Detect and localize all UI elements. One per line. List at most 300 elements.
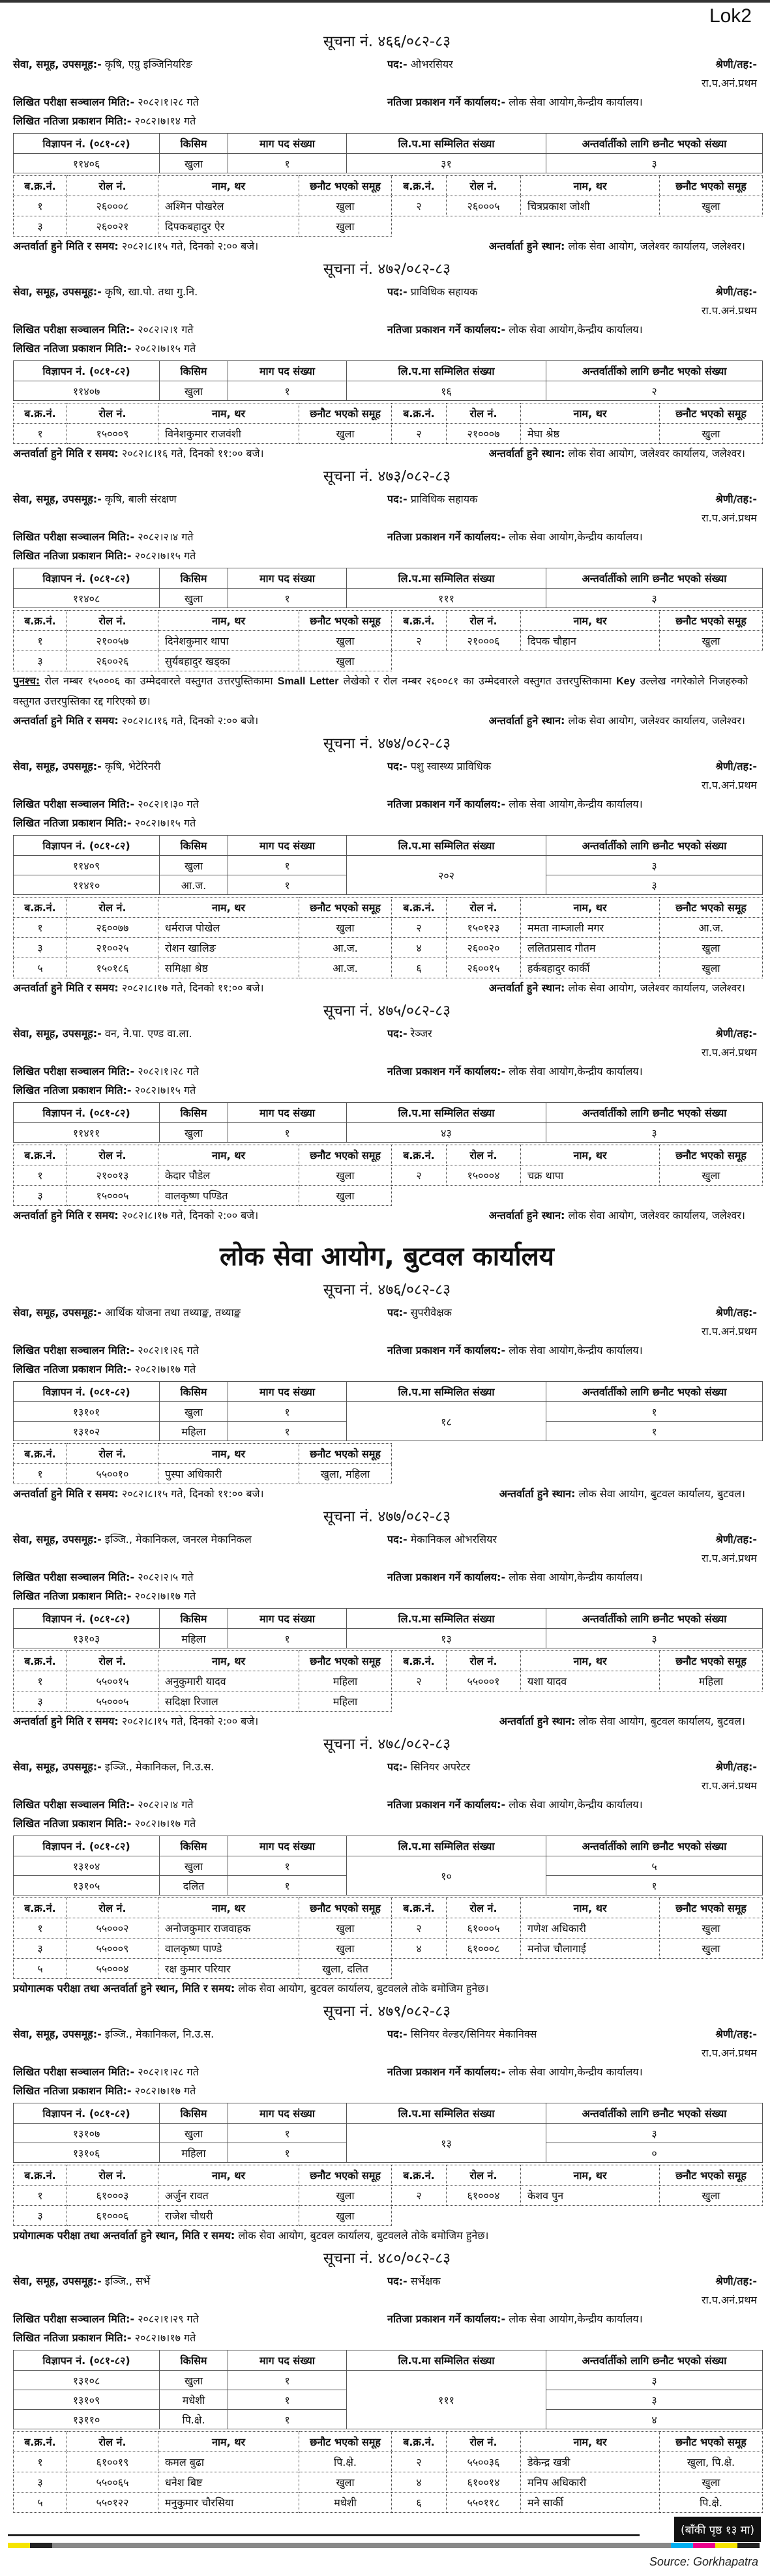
empty-cell	[660, 1691, 763, 1712]
serial-number: १	[14, 631, 67, 651]
selected-count: ०	[546, 2143, 763, 2163]
serial-number: २	[392, 918, 447, 938]
info-row	[13, 1341, 761, 1360]
exam-date-label: लिखित परीक्षा सञ्चालन मिति:-	[13, 1571, 135, 1583]
color-swatch	[671, 2543, 693, 2548]
candidates-header: छनौट भएको समूह	[660, 1898, 763, 1918]
written-exam-count: १८	[347, 1402, 546, 1441]
level	[661, 490, 761, 527]
candidate-name: मनुकुमार चौरसिया	[158, 2493, 299, 2513]
post-value: सर्भेक्षक	[410, 2275, 441, 2287]
candidates-header: ब.क्र.नं.	[392, 403, 447, 424]
serial-number: ६	[392, 958, 447, 978]
interview-date-value: २०८२।८।१५ गते, दिनको ११:०० बजे।	[121, 1487, 264, 1500]
result-date-label: लिखित नतिजा प्रकाशन मिति:-	[13, 1817, 132, 1830]
serial-number: ४	[392, 1939, 447, 1959]
interview-date	[13, 1484, 264, 1504]
roll-number: ५५००१५	[67, 1671, 158, 1691]
interview-date-label: अन्तर्वार्ता हुने मिति र समय:	[13, 982, 119, 994]
serial-number: ३	[14, 2206, 67, 2226]
result-date	[13, 339, 379, 358]
post-label: पद:-	[387, 2028, 407, 2040]
interview-place-label: अन्तर्वार्ता हुने स्थान:	[488, 1209, 565, 1222]
summary-header: माग पद संख्या	[228, 1609, 347, 1629]
office-value: लोक सेवा आयोग,केन्द्रीय कार्यालय।	[509, 1571, 643, 1583]
service-label: सेवा, समूह, उपसमूह:-	[13, 58, 102, 70]
level-label: श्रेणी/तह:-	[715, 1027, 757, 1040]
office-value: लोक सेवा आयोग,केन्द्रीय कार्यालय।	[509, 2313, 643, 2325]
candidate-name: हर्कबहादुर कार्की	[521, 958, 660, 978]
post	[387, 2272, 653, 2309]
note-text: लेखेको र रोल नम्बर २६००८१ का उम्मेदवारले वस्तुगत उत्तरपुस्तिकामा	[338, 675, 617, 687]
result-date-value: २०८२।७।१७ गते	[134, 1363, 196, 1375]
notice-title: सूचना नं. ४७४/०८२-८३	[323, 735, 451, 752]
office-label: नतिजा प्रकाशन गर्ने कार्यालय:-	[387, 323, 506, 336]
candidate-name: दिपकबहादुर ऐर	[158, 216, 299, 237]
exam-date-label: लिखित परीक्षा सञ्चालन मिति:-	[13, 96, 135, 108]
roll-number: ५५०१२२	[67, 2493, 158, 2513]
serial-number: ३	[14, 1939, 67, 1959]
info-row	[13, 339, 761, 358]
level	[661, 2025, 761, 2062]
info-row	[13, 55, 761, 93]
result-date	[13, 2328, 379, 2347]
candidate-name: विनेशकुमार राजवंशी	[158, 424, 299, 444]
post-label: पद:-	[387, 1027, 407, 1040]
notice-block	[13, 998, 761, 1225]
service-value: कृषि, बाली संरक्षण	[104, 493, 177, 505]
interview-date-value: २०८२।८।१६ गते, दिनको २:०० बजे।	[121, 714, 259, 727]
interview-date	[13, 1712, 258, 1731]
info-row	[13, 2062, 761, 2081]
interview-date-value: २०८२।८।१७ गते, दिनको ११:०० बजे।	[121, 982, 264, 994]
level	[661, 1530, 761, 1568]
notice-block	[13, 463, 761, 731]
result-date-label: लिखित नतिजा प्रकाशन मिति:-	[13, 1590, 132, 1602]
interview-footer	[13, 1712, 761, 1731]
roll-number: १५०१२३	[447, 918, 521, 938]
serial-number: ४	[392, 2472, 447, 2493]
roll-number: ५५०००९	[67, 1939, 158, 1959]
notice-title: सूचना नं. ४७३/०८२-८३	[323, 468, 451, 485]
ad-type: खुला	[160, 856, 228, 875]
post-label: पद:-	[387, 1306, 407, 1319]
empty-cell	[521, 1186, 660, 1206]
candidates-header: रोल नं.	[447, 1145, 521, 1165]
empty-cell	[660, 1186, 763, 1206]
service-value: कृषि, एग्रु इञ्जिनियरिङ	[104, 58, 192, 70]
info-row	[13, 757, 761, 795]
result-date	[13, 813, 379, 832]
exam-date-value: २०८२।२।४ गते	[138, 531, 194, 543]
post-label: पद:-	[387, 58, 407, 70]
empty-cell	[447, 216, 521, 237]
notice-block	[13, 1277, 761, 1504]
candidates-header: छनौट भएको समूह	[660, 611, 763, 631]
level-value: रा.प.अनं.प्रथम	[701, 1046, 757, 1059]
candidate-name: दिपक चौहान	[521, 631, 660, 651]
service-group	[13, 1303, 379, 1341]
empty-cell	[392, 1959, 447, 1979]
empty-cell	[447, 1186, 521, 1206]
exam-date-value: २०८२।१।३० गते	[138, 798, 199, 810]
demand-count: १	[228, 2390, 347, 2410]
candidates-table	[13, 1145, 763, 1206]
candidate-row	[14, 1691, 763, 1712]
selected-count: ३	[546, 1629, 763, 1648]
interview-footer	[13, 237, 761, 256]
roll-number: १५०००४	[447, 1165, 521, 1186]
result-office	[387, 527, 761, 546]
level-label: श्रेणी/तह:-	[715, 1533, 757, 1545]
interview-place-label: अन्तर्वार्ता हुने स्थान:	[488, 240, 565, 252]
post	[387, 757, 653, 795]
candidates-header: ब.क्र.नं.	[14, 2165, 67, 2186]
service-value: वन, ने.पा. एण्ड वा.ला.	[104, 1027, 192, 1040]
interview-place	[489, 711, 745, 731]
candidate-name: मनोज चौलागाई	[521, 1939, 660, 1959]
service-group	[13, 282, 379, 320]
ad-type: मधेशी	[160, 2390, 228, 2410]
level	[661, 757, 761, 795]
summary-header-row	[14, 134, 763, 154]
selected-group: खुला	[660, 631, 763, 651]
summary-row	[14, 856, 763, 875]
selected-count: ३	[546, 1123, 763, 1143]
written-exam-count: १११	[347, 2371, 546, 2429]
written-exam-count: ३१	[347, 154, 546, 173]
selected-group: आ.ज.	[660, 918, 763, 938]
post-label: पद:-	[387, 2275, 407, 2287]
roll-number: २६००२१	[67, 216, 158, 237]
post	[387, 1024, 653, 1062]
candidate-name: राजेश चौधरी	[158, 2206, 299, 2226]
ad-type: महिला	[160, 1422, 228, 1441]
summary-row	[14, 1856, 763, 1876]
service-label: सेवा, समूह, उपसमूह:-	[13, 2028, 102, 2040]
post-value: सिनियर वेल्डर/सिनियर मेकानिक्स	[410, 2028, 537, 2040]
notice-block	[13, 731, 761, 998]
summary-header: माग पद संख्या	[228, 2350, 347, 2371]
post-value: प्राविधिक सहायक	[410, 493, 478, 505]
interview-place-label: अन्तर्वार्ता हुने स्थान:	[488, 982, 565, 994]
candidates-header-row	[14, 1444, 392, 1464]
summary-header: अन्तर्वार्तीको लागि छनौट भएको संख्या	[546, 134, 763, 154]
office-value: लोक सेवा आयोग,केन्द्रीय कार्यालय।	[509, 1344, 643, 1356]
summary-row	[14, 381, 763, 401]
candidate-name: ललितप्रसाद गौतम	[521, 938, 660, 958]
info-row	[13, 1081, 761, 1100]
candidates-header: छनौट भएको समूह	[299, 176, 392, 196]
ad-number: १३१०७	[14, 2124, 160, 2143]
empty-cell	[660, 216, 763, 237]
candidate-name: केशव पुन	[521, 2186, 660, 2206]
practical-label: प्रयोगात्मक परीक्षा तथा अन्तर्वार्ता हुने स्थान, मिति र समय:	[13, 2229, 235, 2242]
summary-header: माग पद संख्या	[228, 1382, 347, 1402]
serial-number: २	[392, 631, 447, 651]
interview-place	[489, 978, 745, 998]
candidates-header: नाम, थर	[158, 1444, 299, 1464]
color-swatch	[52, 2543, 671, 2548]
selected-group: खुला	[660, 1165, 763, 1186]
note-bold-text: Key	[616, 676, 636, 687]
selected-group: खुला	[299, 2206, 392, 2226]
summary-header: किसिम	[160, 1609, 228, 1629]
empty-cell	[447, 2206, 521, 2226]
candidate-name: धनेश बिष्ट	[158, 2472, 299, 2493]
candidate-row	[14, 1671, 763, 1691]
candidate-name: अनुकुमारी यादव	[158, 1671, 299, 1691]
level-value: रा.प.अनं.प्रथम	[701, 2294, 757, 2306]
summary-header-row	[14, 1382, 763, 1402]
serial-number: १	[14, 1165, 67, 1186]
candidates-header: ब.क्र.नं.	[14, 176, 67, 196]
candidates-header: रोल नं.	[447, 2165, 521, 2186]
info-row	[13, 1757, 761, 1795]
result-date	[13, 546, 379, 565]
candidates-header: ब.क्र.नं.	[14, 2432, 67, 2452]
ad-number: ११४०९	[14, 856, 160, 875]
service-group	[13, 2272, 379, 2309]
candidates-header-row	[14, 403, 763, 424]
level-value: रा.प.अनं.प्रथम	[701, 2047, 757, 2059]
service-label: सेवा, समूह, उपसमूह:-	[13, 1027, 102, 1040]
service-value: इञ्जि., मेकानिकल, नि.उ.स.	[104, 1761, 215, 1773]
notice-title: सूचना नं. ४६६/०८२-८३	[323, 33, 451, 50]
ad-number: १३१०८	[14, 2371, 160, 2390]
interview-date-label: अन्तर्वार्ता हुने मिति र समय:	[13, 714, 119, 727]
notice-block	[13, 256, 761, 463]
ad-number: ११४१०	[14, 875, 160, 895]
interview-date	[13, 237, 258, 256]
practical-interview-info	[13, 1979, 488, 1998]
office-value: लोक सेवा आयोग,केन्द्रीय कार्यालय।	[509, 323, 643, 336]
summary-header-row	[14, 2350, 763, 2371]
result-office	[387, 1062, 761, 1081]
empty-cell	[392, 651, 447, 671]
serial-number: २	[392, 1918, 447, 1939]
candidate-name: अश्मिन पोखरेल	[158, 196, 299, 216]
exam-date-value: २०८२।१।२८ गते	[138, 1065, 199, 1077]
selected-count: ३	[546, 2390, 763, 2410]
selected-count: १	[546, 1876, 763, 1895]
summary-header: किसिम	[160, 1103, 228, 1123]
exam-date-value: २०८२।१।२८ गते	[138, 96, 199, 108]
summary-header: लि.प.मा सम्मिलित संख्या	[347, 134, 546, 154]
candidate-name: रोशन खालिङ	[158, 938, 299, 958]
empty-cell	[521, 2206, 660, 2226]
serial-number: १	[14, 424, 67, 444]
office-label: नतिजा प्रकाशन गर्ने कार्यालय:-	[387, 1065, 506, 1077]
notice-title: सूचना नं. ४७२/०८२-८३	[323, 261, 451, 278]
info-row	[13, 2081, 761, 2100]
interview-footer	[13, 444, 761, 463]
summary-header: किसिम	[160, 361, 228, 381]
candidates-header: ब.क्र.नं.	[392, 1651, 447, 1671]
candidates-header: छनौट भएको समूह	[299, 611, 392, 631]
info-row	[13, 490, 761, 527]
candidates-header: छनौट भएको समूह	[299, 2165, 392, 2186]
candidate-row	[14, 918, 763, 938]
candidates-header: ब.क्र.नं.	[392, 1145, 447, 1165]
service-group	[13, 1024, 379, 1062]
level-label: श्रेणी/तह:-	[715, 1306, 757, 1319]
candidates-header: रोल नं.	[67, 611, 158, 631]
result-date-label: लिखित नतिजा प्रकाशन मिति:-	[13, 1084, 132, 1096]
interview-place-value: लोक सेवा आयोग, बुटवल कार्यालय, बुटवल।	[578, 1487, 745, 1500]
roll-number: २६००२६	[67, 651, 158, 671]
summary-row	[14, 154, 763, 173]
interview-date	[13, 978, 264, 998]
summary-table	[13, 1836, 763, 1895]
interview-footer	[13, 711, 761, 731]
candidates-header: रोल नं.	[447, 403, 521, 424]
result-date	[13, 1587, 379, 1605]
interview-date-label: अन्तर्वार्ता हुने मिति र समय:	[13, 1715, 119, 1727]
demand-count: १	[228, 381, 347, 401]
summary-table	[13, 2350, 763, 2429]
roll-number: ६१०००६	[67, 2206, 158, 2226]
color-swatch	[715, 2543, 737, 2548]
result-date-value: २०८२।७।१७ गते	[134, 1817, 196, 1830]
summary-header: किसिम	[160, 836, 228, 856]
empty-cell	[660, 1959, 763, 1979]
candidates-header: छनौट भएको समूह	[660, 2432, 763, 2452]
selected-group: खुला	[299, 216, 392, 237]
summary-table	[13, 1381, 763, 1441]
summary-header: अन्तर्वार्तीको लागि छनौट भएको संख्या	[546, 1103, 763, 1123]
candidates-header: ब.क्र.नं.	[392, 2432, 447, 2452]
color-swatch	[30, 2543, 52, 2548]
summary-header: विज्ञापन नं. (०८१-८२)	[14, 2350, 160, 2371]
roll-number: ५५०००१	[447, 1671, 521, 1691]
interview-footer	[13, 1979, 761, 1998]
result-office	[387, 795, 761, 813]
summary-header: किसिम	[160, 1836, 228, 1856]
notice-block	[13, 2246, 761, 2513]
level-label: श्रेणी/तह:-	[715, 2028, 757, 2040]
demand-count: १	[228, 1123, 347, 1143]
selected-group: खुला, दलित	[299, 1959, 392, 1979]
selected-group: खुला	[660, 2186, 763, 2206]
selected-count: २	[546, 381, 763, 401]
candidate-row	[14, 651, 763, 671]
summary-header: लि.प.मा सम्मिलित संख्या	[347, 1836, 546, 1856]
office-value: लोक सेवा आयोग,केन्द्रीय कार्यालय।	[509, 531, 643, 543]
candidate-name: वालकृष्ण पाण्डे	[158, 1939, 299, 1959]
interview-footer	[13, 978, 761, 998]
result-office	[387, 2309, 761, 2328]
candidates-header: नाम, थर	[521, 1145, 660, 1165]
summary-header-row	[14, 1836, 763, 1856]
roll-number: ५५०००२	[67, 1918, 158, 1939]
candidates-header: छनौट भएको समूह	[660, 1145, 763, 1165]
candidates-header: ब.क्र.नं.	[14, 1145, 67, 1165]
demand-count: १	[228, 1629, 347, 1648]
office-label: नतिजा प्रकाशन गर्ने कार्यालय:-	[387, 1344, 506, 1356]
summary-header: किसिम	[160, 2103, 228, 2124]
level-value: रा.प.अनं.प्रथम	[701, 779, 757, 791]
office-value: लोक सेवा आयोग,केन्द्रीय कार्यालय।	[509, 1065, 643, 1077]
roll-number: २६०००८	[67, 196, 158, 216]
result-date-value: २०८२।७।१५ गते	[134, 549, 196, 562]
summary-row	[14, 1402, 763, 1422]
office-label: नतिजा प्रकाशन गर्ने कार्यालय:-	[387, 1571, 506, 1583]
interview-place-label: अन्तर्वार्ता हुने स्थान:	[499, 1715, 576, 1727]
summary-header-row	[14, 836, 763, 856]
exam-date-label: लिखित परीक्षा सञ्चालन मिति:-	[13, 2313, 135, 2325]
level	[661, 55, 761, 93]
selected-group: खुला	[660, 2472, 763, 2493]
candidates-header: छनौट भएको समूह	[299, 1898, 392, 1918]
candidates-table	[13, 1443, 392, 1484]
interview-footer	[13, 1206, 761, 1225]
level-label: श्रेणी/तह:-	[715, 1761, 757, 1773]
serial-number: १	[14, 918, 67, 938]
candidates-header: नाम, थर	[158, 176, 299, 196]
candidate-name: चक्र थापा	[521, 1165, 660, 1186]
office-label: नतिजा प्रकाशन गर्ने कार्यालय:-	[387, 2066, 506, 2078]
candidates-table	[13, 175, 763, 237]
selected-group: खुला	[299, 918, 392, 938]
notices-list	[0, 3, 770, 2513]
candidates-header: नाम, थर	[158, 898, 299, 918]
result-office	[387, 1341, 761, 1360]
service-label: सेवा, समूह, उपसमूह:-	[13, 1533, 102, 1545]
exam-date-label: लिखित परीक्षा सञ्चालन मिति:-	[13, 798, 135, 810]
roll-number: २१००१३	[67, 1165, 158, 1186]
ad-number: १३१०९	[14, 2390, 160, 2410]
info-row	[13, 527, 761, 546]
candidates-header: नाम, थर	[521, 2432, 660, 2452]
candidates-header: रोल नं.	[67, 2165, 158, 2186]
ad-number: १३१०५	[14, 1876, 160, 1895]
result-date-value: २०८२।७।१७ गते	[134, 1590, 196, 1602]
ad-type: खुला	[160, 154, 228, 173]
summary-header: लि.प.मा सम्मिलित संख्या	[347, 1609, 546, 1629]
candidates-header: छनौट भएको समूह	[299, 1444, 392, 1464]
info-row	[13, 546, 761, 565]
interview-date-value: २०८२।८।१७ गते, दिनको २:०० बजे।	[121, 1209, 259, 1222]
empty-cell	[521, 651, 660, 671]
serial-number: ३	[14, 216, 67, 237]
selected-group: खुला	[299, 631, 392, 651]
service-label: सेवा, समूह, उपसमूह:-	[13, 285, 102, 298]
notice-title: सूचना नं. ४७५/०८२-८३	[323, 1003, 451, 1019]
exam-date-value: २०८२।१।२८ गते	[138, 2066, 199, 2078]
serial-number: २	[392, 2452, 447, 2472]
interview-date-label: अन्तर्वार्ता हुने मिति र समय:	[13, 447, 119, 460]
post	[387, 490, 653, 527]
result-date-value: २०८२।७।१४ गते	[134, 115, 196, 127]
candidates-header: रोल नं.	[447, 611, 521, 631]
interview-place-value: लोक सेवा आयोग, जलेश्वर कार्यालय, जलेश्वर।	[568, 240, 745, 252]
ad-number: १३१०३	[14, 1629, 160, 1648]
interview-place-label: अन्तर्वार्ता हुने स्थान:	[488, 714, 565, 727]
candidates-header: रोल नं.	[67, 898, 158, 918]
summary-header: विज्ञापन नं. (०८१-८२)	[14, 836, 160, 856]
selected-count: १	[546, 1402, 763, 1422]
exam-date-value: २०८२।२।१ गते	[138, 323, 194, 336]
notice-block	[13, 1998, 761, 2246]
candidates-header: नाम, थर	[158, 1651, 299, 1671]
exam-date	[13, 1062, 379, 1081]
exam-date-label: लिखित परीक्षा सञ्चालन मिति:-	[13, 1798, 135, 1811]
written-exam-count: १०	[347, 1856, 546, 1895]
serial-number: २	[392, 1165, 447, 1186]
result-date-value: २०८२।७।१७ गते	[134, 2085, 196, 2097]
ad-type: दलित	[160, 1876, 228, 1895]
